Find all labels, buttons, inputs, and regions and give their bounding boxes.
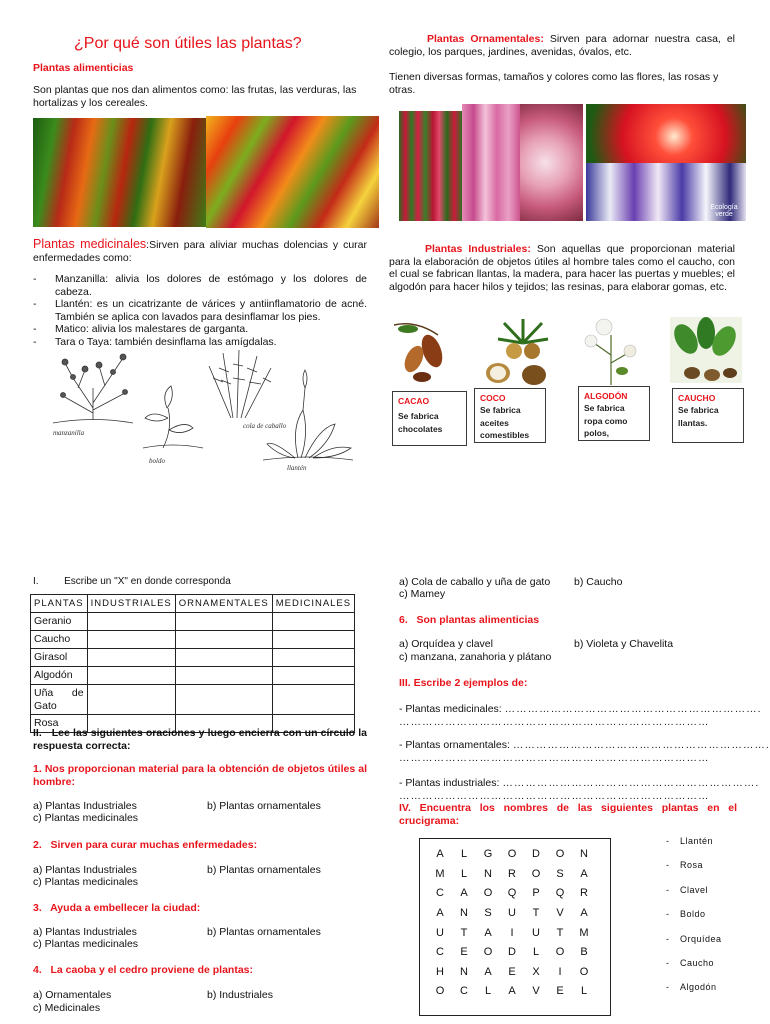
sketch-label-cola: cola de caballo bbox=[243, 422, 287, 430]
answer-cell[interactable] bbox=[87, 613, 175, 631]
q3-option-c[interactable]: c) Plantas medicinales bbox=[33, 938, 139, 950]
question-1: 1. Nos proporcionan material para la obtención de objetos útiles al hombre: bbox=[33, 763, 367, 788]
q5-option-c[interactable]: c) Mamey bbox=[399, 588, 446, 600]
answer-cell[interactable] bbox=[272, 685, 354, 715]
grid-letter[interactable]: S bbox=[484, 906, 492, 919]
grid-letter[interactable]: H bbox=[436, 965, 444, 978]
word-list-item: - Clavel bbox=[666, 884, 709, 895]
plant-name: Geranio bbox=[31, 613, 88, 631]
answer-cell[interactable] bbox=[87, 631, 175, 649]
sketch-label-boldo: boldo bbox=[149, 457, 165, 465]
grid-letter[interactable]: D bbox=[532, 848, 540, 861]
grid-letter[interactable]: O bbox=[555, 946, 565, 959]
grid-letter[interactable]: C bbox=[460, 985, 468, 998]
grid-letter[interactable]: O bbox=[555, 848, 565, 861]
col-industriales: INDUSTRIALES bbox=[87, 595, 175, 613]
answer-dots: …………………………………………………………. bbox=[502, 777, 760, 789]
grid-letter[interactable]: U bbox=[436, 926, 444, 939]
answer-dots: …………………………………………………………. bbox=[504, 703, 762, 715]
text-ornamentales: Plantas Ornamentales: Sirven para adornar nuestra casa, el colegio, los parques, jardines, avenidas, óvalos, etc. bbox=[389, 33, 735, 58]
photo-watermark: Ecología verde bbox=[710, 204, 738, 218]
grid-letter[interactable]: L bbox=[484, 985, 492, 998]
q1-option-c[interactable]: c) Plantas medicinales bbox=[33, 812, 139, 824]
answer-cell[interactable] bbox=[175, 649, 272, 667]
grid-letter[interactable]: T bbox=[532, 906, 540, 919]
word-search bbox=[419, 838, 611, 1016]
grid-letter[interactable]: N bbox=[580, 848, 588, 861]
exercise-iii-title: III. Escribe 2 ejemplos de: bbox=[399, 677, 528, 689]
grid-row bbox=[428, 963, 596, 983]
table-row bbox=[31, 667, 355, 685]
word-list-item: - Caucho bbox=[666, 957, 715, 968]
grid-row bbox=[428, 845, 596, 865]
q4-option-b[interactable]: b) Industriales bbox=[207, 989, 273, 1001]
grid-letter[interactable]: B bbox=[580, 946, 588, 959]
q6-option-b[interactable]: b) Violeta y Chavelita bbox=[574, 638, 674, 650]
product-card-algodon bbox=[578, 386, 650, 441]
grid-letter[interactable]: E bbox=[460, 946, 468, 959]
cotton-icon bbox=[585, 319, 636, 385]
col-medicinales: MEDICINALES bbox=[272, 595, 354, 613]
exercise-ii-instruction bbox=[33, 727, 367, 752]
coconut-icon bbox=[486, 319, 548, 385]
q3-option-a[interactable]: a) Plantas Industriales bbox=[33, 926, 137, 938]
q2-option-c[interactable]: c) Plantas medicinales bbox=[33, 876, 139, 888]
exercise-iv-title: IV. Encuentra los nombres de las siguientes plantas en el crucigrama: bbox=[399, 802, 737, 827]
heading-ornamentales: Plantas Ornamentales bbox=[427, 33, 541, 45]
iii-line-industriales[interactable] bbox=[399, 777, 760, 802]
sketch-label-llanten: llantén bbox=[287, 464, 307, 472]
grid-letter[interactable]: A bbox=[436, 848, 444, 861]
grid-letter[interactable]: U bbox=[508, 906, 516, 919]
exercise-i-text: Escribe un "X" en donde corresponda bbox=[64, 576, 231, 587]
word-list-item: - Algodón bbox=[666, 982, 717, 993]
plant-name: Caucho bbox=[31, 631, 88, 649]
exercise-ii-label: II. bbox=[33, 727, 42, 739]
grid-row bbox=[428, 943, 596, 963]
product-desc: Se fabrica chocolates bbox=[398, 411, 443, 434]
grid-letter[interactable]: E bbox=[556, 985, 564, 998]
col-ornamentales: ORNAMENTALES bbox=[175, 595, 272, 613]
grid-row bbox=[428, 904, 596, 924]
answer-cell[interactable] bbox=[87, 685, 175, 715]
plant-name: Girasol bbox=[31, 649, 88, 667]
medicinales-list bbox=[33, 273, 367, 349]
plant-name: Algodón bbox=[31, 667, 88, 685]
grid-letter[interactable]: Q bbox=[555, 887, 565, 900]
text-medicinales bbox=[33, 237, 367, 265]
grid-row bbox=[428, 982, 596, 1002]
question-4: 4. La caoba y el cedro proviene de plantas: bbox=[33, 964, 253, 976]
q4-option-a[interactable]: a) Ornamentales bbox=[33, 989, 112, 1001]
iii-label: - Plantas medicinales: bbox=[399, 703, 502, 715]
grid-letter[interactable]: G bbox=[483, 848, 493, 861]
answer-dots: …………………………………………………………. bbox=[512, 739, 770, 751]
product-name: ALGODÓN bbox=[584, 391, 628, 401]
cacao-icon bbox=[394, 324, 446, 382]
rubber-tree-icon bbox=[669, 317, 742, 383]
grid-row bbox=[428, 884, 596, 904]
heading-medicinales: Plantas medicinales bbox=[33, 237, 147, 251]
answer-cell[interactable] bbox=[272, 649, 354, 667]
word-list-item: - Boldo bbox=[666, 909, 706, 920]
word-search-grid bbox=[428, 845, 596, 1002]
product-name: COCO bbox=[480, 393, 506, 403]
answer-cell[interactable] bbox=[272, 667, 354, 685]
grid-letter[interactable]: T bbox=[556, 926, 564, 939]
pansies-photo bbox=[586, 163, 746, 221]
grid-letter[interactable]: A bbox=[508, 985, 516, 998]
q5-option-b[interactable]: b) Caucho bbox=[574, 576, 623, 588]
iii-line-ornamentales[interactable] bbox=[399, 739, 770, 764]
exercise-i-label: I. bbox=[33, 576, 39, 587]
grid-letter[interactable]: M bbox=[579, 926, 589, 939]
col-plantas: PLANTAS bbox=[31, 595, 88, 613]
grid-letter[interactable]: A bbox=[580, 906, 588, 919]
plant-name: Rosa bbox=[31, 715, 88, 733]
iii-label: - Plantas ornamentales: bbox=[399, 739, 510, 751]
grid-letter[interactable]: E bbox=[508, 965, 516, 978]
exercise-i-instruction bbox=[33, 576, 231, 588]
grid-letter[interactable]: U bbox=[532, 926, 540, 939]
exercise-ii-text: Lee las siguientes oraciones y luego encierra con un círculo la respuesta correcta: bbox=[33, 727, 367, 752]
grid-letter[interactable]: C bbox=[436, 887, 444, 900]
list-item: - Llantén: es un cicatrizante de várices y antiinflamatorio de acné. También se aplica con lavados para desinflamar los pies. bbox=[33, 298, 367, 323]
hyacinth-photo bbox=[462, 104, 520, 221]
industriales-desc: Son aquellas que proporcionan material para la elaboración de objetos útiles al hombre tales como el caucho, con el cual se fabrican llantas, la madera, para hacer las puertas y muebles; el algodón para hacer hilos y tejidos; las resinas, para elaborar gomas, etc. bbox=[389, 243, 735, 293]
medicinal-plants-sketch bbox=[33, 348, 367, 473]
grid-letter[interactable]: A bbox=[580, 867, 588, 880]
grid-letter[interactable]: I bbox=[510, 926, 514, 939]
grid-letter[interactable]: A bbox=[484, 965, 492, 978]
industrial-plants-illustration bbox=[386, 315, 746, 391]
q2-option-a[interactable]: a) Plantas Industriales bbox=[33, 864, 137, 876]
text-industriales: Plantas Industriales: Son aquellas que proporcionan material para la elaboración de objetos útiles al hombre tales como el caucho, con el cual se fabrican llantas, la madera, para hacer las puertas y muebles; el algodón para hacer hilos y tejidos; las resinas, para elaborar gomas, etc. bbox=[389, 243, 735, 293]
q1-option-a[interactable]: a) Plantas Industriales bbox=[33, 800, 137, 812]
q4-option-c[interactable]: c) Medicinales bbox=[33, 1002, 101, 1014]
pink-flowers-photo bbox=[520, 104, 583, 221]
answer-cell[interactable] bbox=[272, 613, 354, 631]
answer-dots: ……………………………………………………………………… bbox=[399, 715, 710, 728]
answer-cell[interactable] bbox=[175, 685, 272, 715]
fruits-photo bbox=[206, 116, 379, 228]
q5-option-a[interactable]: a) Cola de caballo y uña de gato bbox=[399, 576, 551, 588]
grid-letter[interactable]: O bbox=[579, 965, 589, 978]
grid-letter[interactable]: N bbox=[484, 867, 492, 880]
grid-letter[interactable]: T bbox=[460, 926, 468, 939]
product-card-coco bbox=[474, 388, 546, 443]
grid-letter[interactable]: A bbox=[460, 887, 468, 900]
grid-letter[interactable]: R bbox=[580, 887, 588, 900]
question-6: 6. Son plantas alimenticias bbox=[399, 614, 540, 626]
grid-letter[interactable]: V bbox=[556, 906, 564, 919]
question-3: 3. Ayuda a embellecer la ciudad: bbox=[33, 902, 201, 914]
product-name: CACAO bbox=[398, 396, 430, 406]
tulips-photo bbox=[399, 111, 462, 221]
word-list-item: - Orquídea bbox=[666, 933, 722, 944]
q3-option-b[interactable]: b) Plantas ornamentales bbox=[207, 926, 321, 938]
text-alimenticias: Son plantas que nos dan alimentos como: las frutas, las verduras, las hortalizas y los cereales. bbox=[33, 84, 357, 109]
product-name: CAUCHO bbox=[678, 393, 716, 403]
grid-letter[interactable]: O bbox=[531, 867, 541, 880]
grid-letter[interactable]: C bbox=[436, 946, 444, 959]
iii-line-medicinales[interactable] bbox=[399, 703, 762, 728]
product-card-caucho bbox=[672, 388, 744, 443]
grid-letter[interactable]: O bbox=[435, 985, 445, 998]
q2-option-b[interactable]: b) Plantas ornamentales bbox=[207, 864, 321, 876]
q6-option-c[interactable]: c) manzana, zanahoria y plátano bbox=[399, 651, 552, 663]
vegetables-photo bbox=[33, 118, 206, 227]
grid-letter[interactable]: S bbox=[556, 867, 564, 880]
answer-cell[interactable] bbox=[175, 613, 272, 631]
grid-letter[interactable]: L bbox=[532, 946, 540, 959]
grid-letter[interactable]: I bbox=[558, 965, 562, 978]
list-item: - Manzanilla: alivia los dolores de estómago y los dolores de cabeza. bbox=[33, 273, 367, 298]
grid-letter[interactable]: X bbox=[532, 965, 540, 978]
grid-letter[interactable]: V bbox=[532, 985, 540, 998]
grid-row bbox=[428, 865, 596, 885]
table-row bbox=[31, 613, 355, 631]
page-title: ¿Por qué son útiles las plantas? bbox=[74, 35, 302, 52]
heading-alimenticias: Plantas alimenticias bbox=[33, 62, 134, 74]
word-list-item: - Rosa bbox=[666, 860, 704, 871]
grid-row bbox=[428, 923, 596, 943]
list-item: - Matico: alivia los malestares de garganta. bbox=[33, 323, 367, 336]
heading-industriales: Plantas Industriales bbox=[425, 243, 528, 255]
grid-letter[interactable]: O bbox=[507, 848, 517, 861]
product-desc: Se fabrica aceites comestibles bbox=[480, 405, 530, 440]
grid-letter[interactable]: O bbox=[483, 946, 493, 959]
list-item: - Tara o Taya: también desinflama las amígdalas. bbox=[33, 336, 367, 349]
q6-option-a[interactable]: a) Orquídea y clavel bbox=[399, 638, 493, 650]
table-row bbox=[31, 685, 355, 715]
q1-option-b[interactable]: b) Plantas ornamentales bbox=[207, 800, 321, 812]
grid-letter[interactable]: A bbox=[484, 926, 492, 939]
question-2: 2. Sirven para curar muchas enfermedades: bbox=[33, 839, 258, 851]
word-list bbox=[666, 836, 722, 1007]
grid-letter[interactable]: D bbox=[508, 946, 516, 959]
grid-letter[interactable]: P bbox=[532, 887, 540, 900]
answer-cell[interactable] bbox=[87, 667, 175, 685]
classification-table bbox=[30, 594, 355, 733]
ornamentales-desc: Sirven para adornar nuestra casa, el colegio, los parques, jardines, avenidas, óvalos, etc. bbox=[389, 33, 735, 58]
grid-letter[interactable]: R bbox=[508, 867, 516, 880]
word-list-item: - Llantén bbox=[666, 836, 714, 846]
text-ornamentales-2: Tienen diversas formas, tamaños y colores como las flores, las rosas y otras. bbox=[389, 71, 719, 96]
table-row bbox=[31, 631, 355, 649]
grid-letter[interactable]: L bbox=[460, 848, 468, 861]
answer-cell[interactable] bbox=[175, 667, 272, 685]
grid-letter[interactable]: L bbox=[580, 985, 588, 998]
answer-cell[interactable] bbox=[175, 631, 272, 649]
table-header-row bbox=[31, 595, 355, 613]
grid-letter[interactable]: N bbox=[460, 965, 468, 978]
plant-name: Uña de Gato bbox=[31, 685, 88, 715]
answer-dots: ……………………………………………………………………… bbox=[399, 789, 710, 802]
medicinales-intro: :Sirven para aliviar muchas dolencias y curar enfermedades como: bbox=[33, 239, 367, 264]
product-desc: Se fabrica llantas. bbox=[678, 405, 719, 428]
product-card-cacao bbox=[392, 391, 467, 446]
answer-dots: ……………………………………………………………………… bbox=[399, 751, 710, 764]
grid-letter[interactable]: L bbox=[460, 867, 468, 880]
grid-letter[interactable]: M bbox=[435, 867, 445, 880]
grid-letter[interactable]: O bbox=[483, 887, 493, 900]
table-row bbox=[31, 649, 355, 667]
sketch-label-manzanilla: manzanilla bbox=[53, 429, 85, 437]
grid-letter[interactable]: Q bbox=[507, 887, 517, 900]
answer-cell[interactable] bbox=[272, 631, 354, 649]
hibiscus-photo bbox=[586, 104, 746, 163]
grid-letter[interactable]: N bbox=[460, 906, 468, 919]
iii-label: - Plantas industriales: bbox=[399, 777, 500, 789]
product-desc: Se fabrica ropa como polos, bbox=[584, 403, 628, 438]
answer-cell[interactable] bbox=[87, 649, 175, 667]
grid-letter[interactable]: A bbox=[436, 906, 444, 919]
